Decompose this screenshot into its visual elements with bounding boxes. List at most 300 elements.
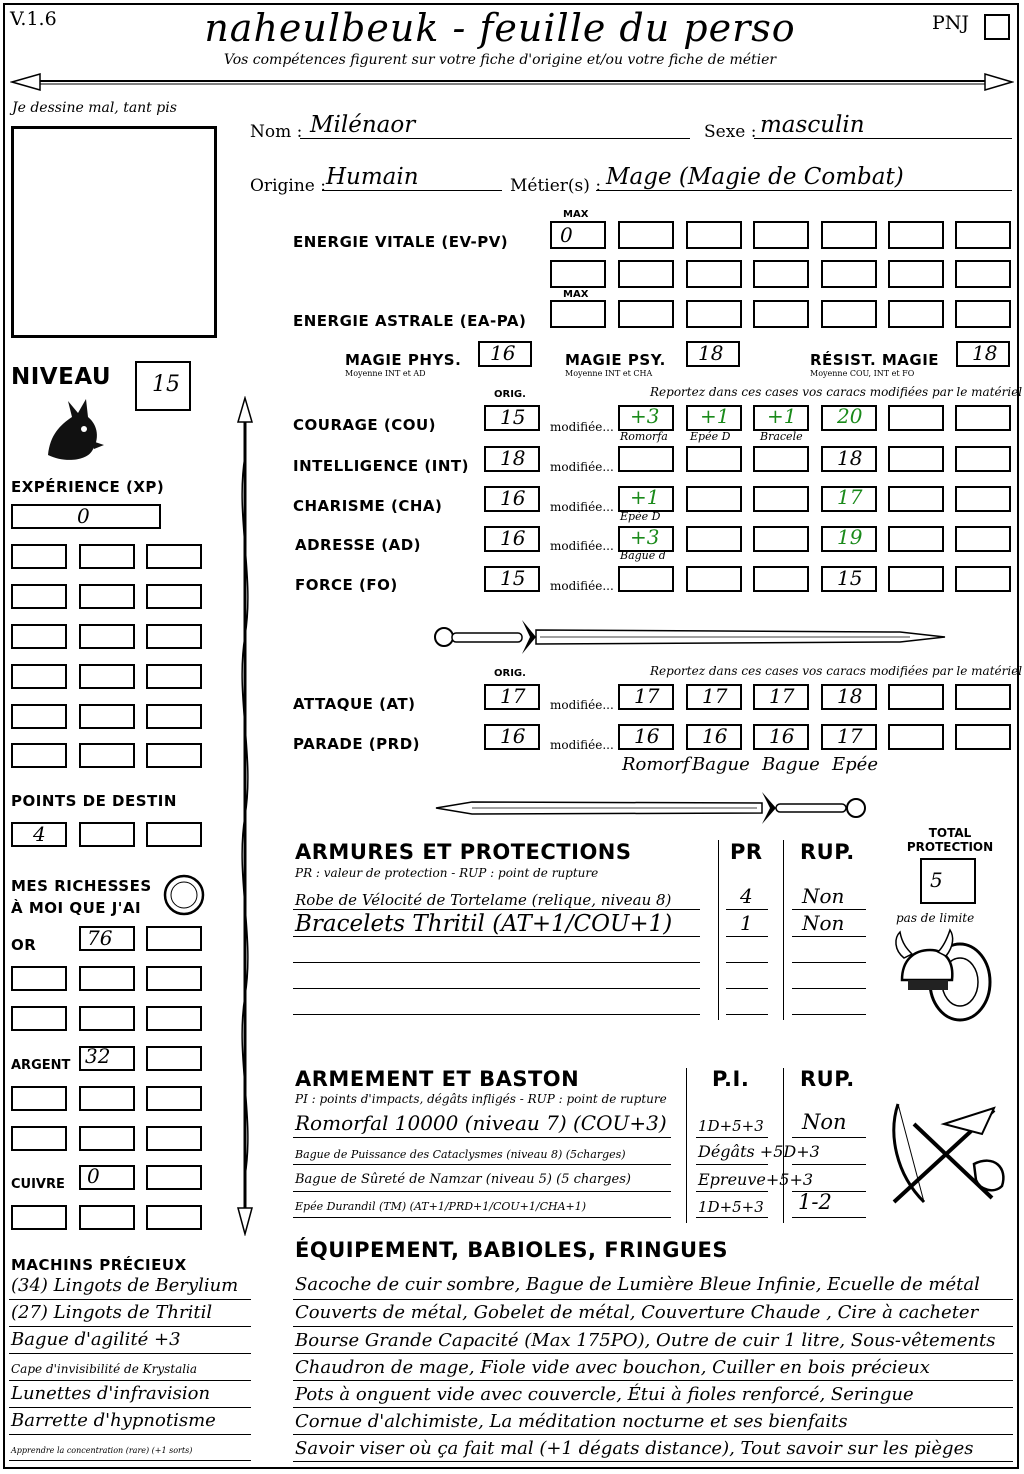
armure-line xyxy=(792,962,866,963)
xp-box[interactable] xyxy=(79,743,135,768)
resist-magie-note: Moyenne COU, INT et FO xyxy=(810,369,915,378)
total-protection-value: 5 xyxy=(930,868,943,892)
fo-mod-box[interactable] xyxy=(618,566,674,592)
int-modif-label: modifiée... xyxy=(550,460,614,474)
ev-box[interactable] xyxy=(550,260,606,288)
nom-label: Nom : xyxy=(250,122,303,142)
ea-box[interactable] xyxy=(753,300,809,328)
cha-orig-box[interactable] xyxy=(484,486,540,512)
cou-note-3: Bracele xyxy=(760,430,803,443)
arme-line xyxy=(293,1191,671,1192)
argent-box[interactable] xyxy=(146,1126,202,1151)
ev-box[interactable] xyxy=(686,260,742,288)
armure-line xyxy=(792,988,866,989)
machin-line xyxy=(9,1460,251,1461)
ev-box[interactable] xyxy=(686,221,742,249)
machin-item: Apprendre la concentration (rare) (+1 sorts) xyxy=(11,1446,193,1455)
armure-line xyxy=(293,936,700,937)
int-mod-box[interactable] xyxy=(955,446,1011,472)
niveau-box[interactable] xyxy=(135,361,191,411)
fo-mod-total: 15 xyxy=(837,566,863,590)
argent-box[interactable] xyxy=(79,1086,135,1111)
cou-mod-2: +1 xyxy=(700,404,730,428)
or-box[interactable] xyxy=(79,966,135,991)
total-protection-box[interactable] xyxy=(920,858,976,904)
arme-line xyxy=(792,1164,866,1165)
cuivre-label: CUIVRE xyxy=(11,1177,65,1192)
cou-label: COURAGE (COU) xyxy=(293,416,437,434)
int-mod-box[interactable] xyxy=(618,446,674,472)
prd-mod-box[interactable] xyxy=(686,724,742,750)
niveau-value: 15 xyxy=(152,372,180,397)
at-mod-box[interactable] xyxy=(821,684,877,710)
ea-max-label: MAX xyxy=(563,289,589,300)
arme-line xyxy=(696,1164,768,1165)
fo-label: FORCE (FO) xyxy=(295,576,398,594)
equipement-rule xyxy=(293,1326,1013,1327)
prd-mod-box[interactable] xyxy=(753,724,809,750)
cuivre-value: 0 xyxy=(87,1164,100,1188)
xp-box[interactable] xyxy=(146,664,202,689)
or-box[interactable] xyxy=(146,1006,202,1031)
xp-box[interactable] xyxy=(11,624,67,649)
arme-line xyxy=(792,1191,866,1192)
destin-box[interactable] xyxy=(11,822,67,847)
richesses-label-2: À MOI QUE J'AI xyxy=(11,899,142,917)
ad-mod-box[interactable] xyxy=(686,526,742,552)
sexe-line xyxy=(754,138,1012,139)
sexe-value[interactable]: masculin xyxy=(760,112,865,138)
argent-box[interactable] xyxy=(146,1086,202,1111)
arme-rup: Non xyxy=(802,1110,847,1134)
arme-line xyxy=(696,1137,768,1138)
int-mod-box[interactable] xyxy=(686,446,742,472)
ad-modif-label: modifiée... xyxy=(550,539,614,553)
xp-box[interactable] xyxy=(11,704,67,729)
pnj-label: PNJ xyxy=(932,12,970,34)
ad-mod-1: +3 xyxy=(630,525,660,549)
equipement-rule xyxy=(293,1380,1013,1381)
at-mod-box[interactable] xyxy=(888,684,944,710)
ad-mod-box[interactable] xyxy=(821,526,877,552)
argent-value: 32 xyxy=(85,1044,111,1068)
combat-note: Epée xyxy=(832,754,878,775)
cha-note-1: Epée D xyxy=(620,510,661,523)
nom-value[interactable]: Milénaor xyxy=(310,112,416,138)
at-mod-3: 17 xyxy=(769,684,795,708)
ev-box[interactable] xyxy=(753,221,809,249)
armure-line xyxy=(726,1014,768,1015)
armure-line xyxy=(726,909,768,910)
equipement-line: Savoir viser où ça fait mal (+1 dégats distance), Tout savoir sur les pièges xyxy=(295,1438,974,1459)
xp-value: 0 xyxy=(77,504,90,528)
cha-mod-box[interactable] xyxy=(753,486,809,512)
fo-modif-label: modifiée... xyxy=(550,579,614,593)
argent-box[interactable] xyxy=(146,1046,202,1071)
xp-box[interactable] xyxy=(79,664,135,689)
ad-label: ADRESSE (AD) xyxy=(295,536,422,554)
ea-max-box[interactable] xyxy=(550,300,606,328)
ad-orig-value: 16 xyxy=(500,526,526,550)
machin-item: Bague d'agilité +3 xyxy=(11,1329,181,1350)
metier-line xyxy=(596,190,1012,191)
total-protection-label xyxy=(904,826,996,854)
armure-line xyxy=(293,988,700,989)
total-protection-label-2: PROTECTION xyxy=(906,840,994,854)
origine-value[interactable]: Humain xyxy=(326,164,419,190)
int-orig-value: 18 xyxy=(500,446,526,470)
or-box[interactable] xyxy=(11,966,67,991)
at-mod-2: 17 xyxy=(702,684,728,708)
prd-orig-value: 16 xyxy=(500,724,526,748)
at-modif-label: modifiée... xyxy=(550,698,614,712)
prd-mod-3: 16 xyxy=(769,724,795,748)
resist-magie-label: RÉSIST. MAGIE xyxy=(810,351,940,369)
or-box[interactable] xyxy=(146,926,202,951)
ad-note-1: Bague d xyxy=(620,549,666,562)
ea-box[interactable] xyxy=(888,300,944,328)
niveau-label: NIVEAU xyxy=(11,364,112,390)
origine-line xyxy=(322,190,502,191)
ad-mod-box[interactable] xyxy=(753,526,809,552)
armement-rup-header: RUP. xyxy=(800,1067,855,1091)
equipement-line: Couverts de métal, Gobelet de métal, Couverture Chaude , Cire à cacheter xyxy=(295,1302,979,1323)
combat-note: Bague xyxy=(762,754,820,775)
argent-box[interactable] xyxy=(79,1126,135,1151)
pnj-checkbox[interactable] xyxy=(984,14,1010,40)
destin-label: POINTS DE DESTIN xyxy=(11,792,177,810)
cou-mod-box[interactable] xyxy=(753,405,809,431)
armement-divider xyxy=(686,1068,687,1223)
or-label: OR xyxy=(11,936,37,954)
magie-psy-box[interactable] xyxy=(686,341,740,367)
equipement-line: Chaudron de mage, Fiole vide avec bouchon, Cuiller en bois précieux xyxy=(295,1357,930,1378)
pi-header: P.I. xyxy=(712,1067,750,1091)
cou-mod-box[interactable] xyxy=(821,405,877,431)
prd-orig-box[interactable] xyxy=(484,724,540,750)
sword-icon xyxy=(430,612,950,662)
fo-mod-box[interactable] xyxy=(888,566,944,592)
at-orig-box[interactable] xyxy=(484,684,540,710)
combat-note: Bague xyxy=(692,754,750,775)
cou-orig-value: 15 xyxy=(500,405,526,429)
fo-orig-value: 15 xyxy=(500,566,526,590)
cha-mod-box[interactable] xyxy=(821,486,877,512)
int-mod-box[interactable] xyxy=(888,446,944,472)
ev-box[interactable] xyxy=(753,260,809,288)
equipement-line: Cornue d'alchimiste, La méditation nocturne et ses bienfaits xyxy=(295,1411,848,1432)
destin-value: 4 xyxy=(33,822,46,846)
machin-line xyxy=(9,1326,251,1327)
xp-label: EXPÉRIENCE (XP) xyxy=(11,478,165,496)
armure-line xyxy=(792,936,866,937)
prd-modif-label: modifiée... xyxy=(550,738,614,752)
ea-box[interactable] xyxy=(618,300,674,328)
armures-divider xyxy=(718,840,719,1020)
metier-label: Métier(s) : xyxy=(510,176,602,196)
armure-line xyxy=(293,1014,700,1015)
armures-note: PR : valeur de protection - RUP : point de rupture xyxy=(295,866,599,880)
ev-box[interactable] xyxy=(821,221,877,249)
int-mod-box[interactable] xyxy=(821,446,877,472)
xp-box[interactable] xyxy=(79,544,135,569)
at-mod-1: 17 xyxy=(634,684,660,708)
armures-rup-header: RUP. xyxy=(800,840,855,864)
armure-rup: Non xyxy=(802,884,845,908)
cha-orig-value: 16 xyxy=(500,486,526,510)
prd-mod-1: 16 xyxy=(634,724,660,748)
cou-note-2: Epée D xyxy=(690,430,731,443)
total-protection-label-1: TOTAL xyxy=(928,826,972,840)
dragon-icon xyxy=(40,395,106,465)
machin-item: Lunettes d'infravision xyxy=(11,1383,211,1404)
armure-name: Bracelets Thritil (AT+1/COU+1) xyxy=(295,911,673,937)
armement-note: PI : points d'impacts, dégâts infligés - RUP : point de rupture xyxy=(295,1092,667,1106)
or-box[interactable] xyxy=(79,1006,135,1031)
arme-line xyxy=(293,1164,671,1165)
machins-title: MACHINS PRÉCIEUX xyxy=(11,1256,187,1274)
equipement-line: Sacoche de cuir sombre, Bague de Lumière Bleue Infinie, Ecuelle de métal xyxy=(295,1274,980,1295)
ea-label: ENERGIE ASTRALE (EA-PA) xyxy=(293,312,527,330)
resist-magie-box[interactable] xyxy=(956,341,1010,367)
prd-mod-box[interactable] xyxy=(618,724,674,750)
arme-name: Epée Durandil (TM) (AT+1/PRD+1/COU+1/CHA+1) xyxy=(295,1200,587,1213)
xp-box[interactable] xyxy=(146,704,202,729)
int-label: INTELLIGENCE (INT) xyxy=(293,457,469,475)
int-orig-box[interactable] xyxy=(484,446,540,472)
ev-label: ENERGIE VITALE (EV-PV) xyxy=(293,233,509,251)
ev-box[interactable] xyxy=(955,221,1011,249)
sexe-label: Sexe : xyxy=(704,122,757,142)
arme-line xyxy=(696,1217,768,1218)
resist-magie-value: 18 xyxy=(972,341,998,365)
ev-box[interactable] xyxy=(618,221,674,249)
cou-mod-box[interactable] xyxy=(955,405,1011,431)
arme-name: Bague de Sûreté de Namzar (niveau 5) (5 charges) xyxy=(295,1172,631,1187)
prd-mod-box[interactable] xyxy=(955,724,1011,750)
cha-mod-box[interactable] xyxy=(618,486,674,512)
prd-mod-box[interactable] xyxy=(888,724,944,750)
ev-box[interactable] xyxy=(821,260,877,288)
machin-item: (27) Lingots de Thritil xyxy=(11,1302,213,1323)
at-mod-box[interactable] xyxy=(753,684,809,710)
machin-line xyxy=(9,1380,251,1381)
metier-value[interactable]: Mage (Magie de Combat) xyxy=(606,164,904,190)
fo-mod-box[interactable] xyxy=(686,566,742,592)
ev-max-box[interactable] xyxy=(550,221,606,249)
sheet-subtitle: Vos compétences figurent sur votre fiche d'origine et/ou votre fiche de métier xyxy=(223,52,777,68)
ea-box[interactable] xyxy=(686,300,742,328)
machin-line xyxy=(9,1434,251,1435)
equipement-line: Pots à onguent vide avec couvercle, Étui à fioles renforcé, Seringue xyxy=(295,1384,914,1405)
cou-orig-box[interactable] xyxy=(484,405,540,431)
armure-pr: 4 xyxy=(740,884,753,908)
xp-box[interactable] xyxy=(79,704,135,729)
ev-box[interactable] xyxy=(618,260,674,288)
prd-label: PARADE (PRD) xyxy=(293,735,421,753)
cuivre-box[interactable] xyxy=(11,1205,67,1230)
arme-pi: Epreuve+5+3 xyxy=(698,1170,814,1189)
cou-mod-1: +3 xyxy=(630,404,660,428)
cha-mod-box[interactable] xyxy=(686,486,742,512)
xp-box[interactable] xyxy=(11,664,67,689)
cuivre-box[interactable] xyxy=(146,1205,202,1230)
destin-box[interactable] xyxy=(146,822,202,847)
xp-box[interactable] xyxy=(11,504,161,529)
xp-box[interactable] xyxy=(146,544,202,569)
magie-phys-box[interactable] xyxy=(478,341,532,367)
cha-label: CHARISME (CHA) xyxy=(293,497,443,515)
sheet-title: naheulbeuk - feuille du perso xyxy=(204,6,796,50)
or-value: 76 xyxy=(87,926,113,950)
cha-modif-label: modifiée... xyxy=(550,500,614,514)
magie-phys-label: MAGIE PHYS. xyxy=(345,351,462,369)
sword-icon xyxy=(432,786,872,830)
arme-pi: 1D+5+3 xyxy=(698,1117,764,1135)
combat-orig-header: ORIG. xyxy=(494,668,526,679)
or-box[interactable] xyxy=(79,926,135,951)
magie-phys-note: Moyenne INT et AD xyxy=(345,369,426,378)
ad-mod-box[interactable] xyxy=(888,526,944,552)
cou-mod-box[interactable] xyxy=(686,405,742,431)
equipement-rule xyxy=(293,1461,1013,1462)
pr-header: PR xyxy=(730,840,763,864)
cou-mod-box[interactable] xyxy=(888,405,944,431)
int-mod-total: 18 xyxy=(837,446,863,470)
at-orig-value: 17 xyxy=(500,684,526,708)
ad-orig-box[interactable] xyxy=(484,526,540,552)
at-mod-box[interactable] xyxy=(686,684,742,710)
argent-box[interactable] xyxy=(11,1126,67,1151)
helmet-shield-icon xyxy=(888,926,1000,1026)
machin-line xyxy=(9,1407,251,1408)
magie-psy-note: Moyenne INT et CHA xyxy=(565,369,653,378)
armures-title: ARMURES ET PROTECTIONS xyxy=(295,840,632,864)
xp-box[interactable] xyxy=(146,743,202,768)
fo-orig-box[interactable] xyxy=(484,566,540,592)
coin-icon xyxy=(162,873,206,917)
armure-line xyxy=(792,1014,866,1015)
armure-rup: Non xyxy=(802,911,845,935)
cou-modif-label: modifiée... xyxy=(550,420,614,434)
arme-line xyxy=(792,1217,866,1218)
equipement-title: ÉQUIPEMENT, BABIOLES, FRINGUES xyxy=(295,1238,728,1262)
ad-mod-total: 19 xyxy=(837,525,863,549)
cha-mod-total: 17 xyxy=(837,485,863,509)
magie-psy-value: 18 xyxy=(698,341,724,365)
portrait-caption: Je dessine mal, tant pis xyxy=(12,100,177,116)
combat-report-note: Reportez dans ces cases vos caracs modifiées par le matériel xyxy=(650,664,1023,678)
prd-mod-2: 16 xyxy=(702,724,728,748)
ea-box[interactable] xyxy=(821,300,877,328)
orig-header: ORIG. xyxy=(494,389,526,400)
cou-mod-3: +1 xyxy=(767,404,797,428)
equipement-rule xyxy=(293,1353,1013,1354)
at-mod-total: 18 xyxy=(837,684,863,708)
prd-mod-total: 17 xyxy=(837,724,863,748)
ev-max-label: MAX xyxy=(563,209,589,220)
armure-pr: 1 xyxy=(740,911,753,935)
magie-phys-value: 16 xyxy=(490,341,516,365)
at-label: ATTAQUE (AT) xyxy=(293,695,416,713)
arme-name: Romorfal 10000 (niveau 7) (COU+3) xyxy=(295,1111,667,1135)
total-protection-note: pas de limite xyxy=(896,911,975,925)
cou-mod-total: 20 xyxy=(837,404,863,428)
ev-box[interactable] xyxy=(888,221,944,249)
armure-line xyxy=(792,909,866,910)
int-mod-box[interactable] xyxy=(753,446,809,472)
xp-box[interactable] xyxy=(79,584,135,609)
fo-mod-box[interactable] xyxy=(955,566,1011,592)
cuivre-box[interactable] xyxy=(79,1205,135,1230)
or-box[interactable] xyxy=(146,966,202,991)
magie-psy-label: MAGIE PSY. xyxy=(565,351,666,369)
ea-box[interactable] xyxy=(955,300,1011,328)
xp-box[interactable] xyxy=(11,743,67,768)
ad-mod-box[interactable] xyxy=(955,526,1011,552)
machin-item: Cape d'invisibilité de Krystalia xyxy=(11,1362,198,1376)
at-mod-box[interactable] xyxy=(955,684,1011,710)
armure-line xyxy=(726,936,768,937)
machin-item: (34) Lingots de Berylium xyxy=(11,1275,239,1296)
equipement-rule xyxy=(293,1407,1013,1408)
weapons-icon xyxy=(884,1094,1014,1214)
combat-note: Romorf xyxy=(622,754,690,775)
argent-label: ARGENT xyxy=(11,1058,71,1073)
cou-note-1: Romorfa xyxy=(620,430,668,443)
nom-line xyxy=(300,138,690,139)
richesses-label: MES RICHESSES xyxy=(11,877,152,895)
armure-line xyxy=(726,988,768,989)
armures-divider xyxy=(783,840,784,1020)
spear-divider-icon xyxy=(10,68,1014,94)
xp-box[interactable] xyxy=(11,544,67,569)
arme-pi: Dégâts +5D+3 xyxy=(698,1142,820,1161)
portrait-box[interactable] xyxy=(11,126,217,338)
report-note: Reportez dans ces cases vos caracs modifiées par le matériel xyxy=(650,385,1023,399)
machin-line xyxy=(9,1299,251,1300)
arme-line xyxy=(792,1137,866,1138)
fo-mod-box[interactable] xyxy=(821,566,877,592)
xp-box[interactable] xyxy=(11,584,67,609)
staff-icon xyxy=(230,396,260,1236)
xp-box[interactable] xyxy=(146,624,202,649)
fo-mod-box[interactable] xyxy=(753,566,809,592)
prd-mod-box[interactable] xyxy=(821,724,877,750)
cha-mod-box[interactable] xyxy=(888,486,944,512)
cuivre-box[interactable] xyxy=(79,1165,135,1190)
origine-label: Origine : xyxy=(250,176,326,196)
xp-box[interactable] xyxy=(146,584,202,609)
machin-line xyxy=(9,1353,251,1354)
cha-mod-1: +1 xyxy=(630,485,660,509)
arme-pi: 1D+5+3 xyxy=(698,1198,764,1216)
cou-mod-box[interactable] xyxy=(618,405,674,431)
xp-box[interactable] xyxy=(79,624,135,649)
argent-box[interactable] xyxy=(11,1086,67,1111)
or-box[interactable] xyxy=(11,1006,67,1031)
armure-name: Robe de Vélocité de Tortelame (relique, niveau 8) xyxy=(295,891,672,909)
at-mod-box[interactable] xyxy=(618,684,674,710)
cuivre-box[interactable] xyxy=(146,1165,202,1190)
ev-box[interactable] xyxy=(888,260,944,288)
ev-box[interactable] xyxy=(955,260,1011,288)
destin-box[interactable] xyxy=(79,822,135,847)
cha-mod-box[interactable] xyxy=(955,486,1011,512)
ev-max-value: 0 xyxy=(560,223,573,247)
argent-box[interactable] xyxy=(79,1046,135,1071)
armure-line xyxy=(293,909,700,910)
